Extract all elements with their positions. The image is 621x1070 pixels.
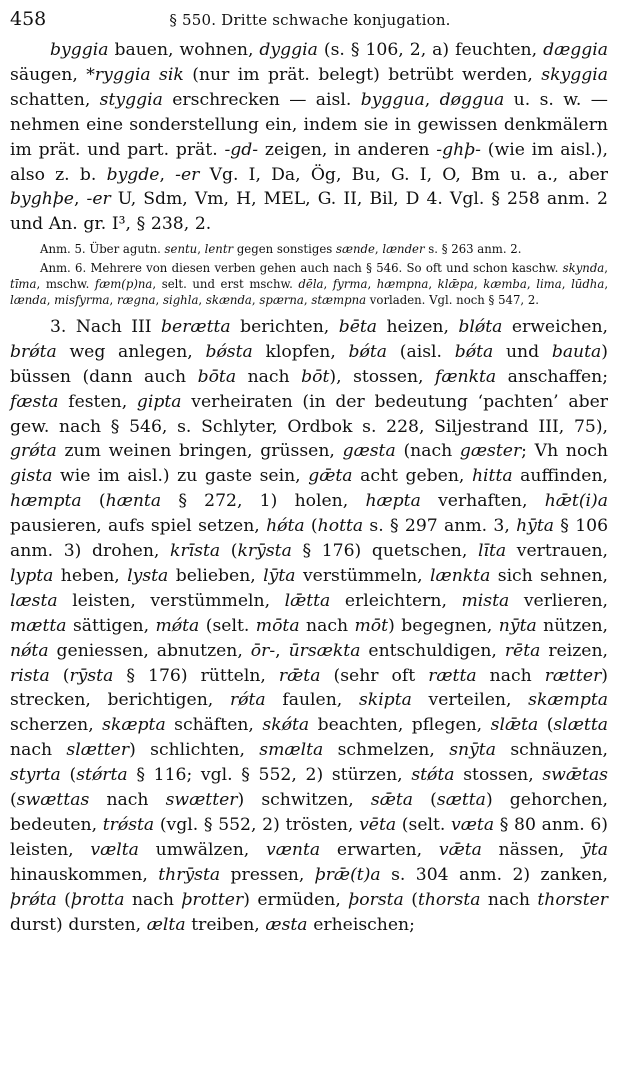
paragraph-verb-list: [10, 38, 608, 237]
text-run: Vg. I, Da, Ög, Bu, G. I, O, Bm u. a., aber: [199, 164, 608, 185]
text-run: (: [81, 491, 106, 512]
text-run: erheischen;: [307, 914, 415, 935]
footnote-anm-6: [10, 260, 608, 309]
italic-term: þorsta: [348, 889, 404, 910]
text-run: (selt.: [396, 815, 452, 835]
text-run: festen,: [58, 391, 137, 412]
text-run: weg anlegen,: [56, 341, 206, 362]
text-run: (selt.: [199, 615, 256, 636]
italic-term: bǿta: [454, 341, 494, 362]
italic-term: gipta: [136, 391, 182, 412]
italic-term: gǣta: [308, 466, 353, 487]
text-run: verstümmeln,: [295, 565, 431, 586]
text-run: ,: [303, 293, 312, 308]
text-run: nach: [236, 366, 302, 387]
italic-term: ryggia sik: [94, 64, 184, 85]
italic-term: byggua: [360, 89, 425, 110]
italic-term: vælta: [90, 839, 139, 860]
italic-term: ælta: [146, 914, 186, 935]
italic-term: hæmpta: [10, 491, 82, 512]
text-run: ,: [604, 260, 608, 275]
italic-term: lǣtta: [284, 590, 331, 611]
text-run: nach: [476, 665, 545, 686]
italic-term: -ghþ-: [436, 139, 481, 160]
italic-term: mǿta: [155, 615, 200, 636]
italic-term: lænda: [10, 293, 47, 308]
text-run: ,: [428, 277, 438, 292]
text-run: sättigen,: [66, 615, 156, 636]
italic-term: lypta: [10, 565, 54, 586]
italic-term: blǿta: [458, 316, 503, 337]
italic-term: rætter: [544, 665, 602, 686]
text-run: nach: [124, 889, 182, 910]
italic-term: bǿsta: [205, 341, 253, 362]
text-run: § 272, 1) holen,: [161, 491, 366, 512]
text-run: erschrecken — aisl.: [162, 89, 361, 110]
italic-term: līta: [477, 541, 507, 562]
text-run: gegen sonstiges: [233, 242, 336, 257]
italic-term: skæpta: [102, 715, 166, 736]
text-run: § 176) quetschen,: [291, 541, 478, 562]
italic-term: lima: [536, 277, 562, 292]
text-run: durst) dursten,: [10, 914, 147, 935]
italic-term: lysta: [127, 565, 169, 586]
italic-term: nǿta: [10, 640, 49, 661]
italic-term: þrotta: [70, 889, 125, 910]
italic-term: sǣta: [370, 790, 414, 811]
italic-term: þrǣ(t)a: [314, 864, 381, 885]
italic-term: hotta: [317, 516, 364, 537]
text-run: umwälzen,: [138, 839, 267, 860]
italic-term: rȳsta: [69, 665, 114, 686]
text-run: nach: [299, 615, 355, 636]
text-run: (s. § 106, 2, a) feuchten,: [317, 40, 544, 60]
italic-term: hænta: [105, 491, 162, 512]
italic-term: ōr-: [250, 640, 276, 661]
text-run: verheiraten (in der bedeutung ‘pachten’ aber gew. nach § 546, s. Schlyter, Ordbok s. 228, Siljestrand III, 75),: [10, 391, 608, 437]
text-run: ,: [323, 277, 333, 292]
text-run: 3. Nach III: [50, 316, 162, 337]
italic-term: bēta: [338, 316, 378, 337]
text-run: vorladen. Vgl. noch § 547, 2.: [366, 293, 539, 308]
text-run: ,: [526, 277, 537, 292]
italic-term: tīma: [10, 277, 37, 292]
text-run: (aisl.: [387, 341, 455, 362]
text-run: ,: [275, 640, 289, 661]
text-run: ,: [424, 89, 440, 110]
italic-term: sænde: [335, 242, 375, 257]
text-run: treiben,: [185, 914, 266, 935]
text-run: (: [60, 765, 77, 786]
text-run: säugen, *: [10, 64, 95, 85]
italic-term: døggua: [439, 89, 505, 110]
text-run: leisten, verstümmeln,: [57, 590, 285, 611]
text-run: (nur im prät. belegt) betrübt werden,: [183, 64, 542, 85]
text-run: ,: [109, 293, 117, 308]
text-run: stossen,: [454, 765, 543, 786]
italic-term: -er: [175, 164, 200, 185]
text-run: Anm. 6. Mehrere von diesen verben gehen auch nach § 546. So oft und schon kaschw.: [40, 260, 563, 275]
text-run: ) schlichten,: [129, 740, 260, 761]
italic-term: hǿta: [266, 516, 305, 537]
italic-term: snȳta: [449, 740, 496, 761]
italic-term: thorster: [537, 889, 609, 910]
text-run: beachten, pflegen,: [309, 715, 491, 736]
italic-term: hæpta: [365, 491, 421, 512]
text-run: entschuldigen,: [360, 640, 505, 661]
text-run: auffinden,: [512, 466, 608, 487]
text-run: nach: [480, 889, 538, 910]
italic-term: þrǿta: [10, 889, 57, 910]
text-run: heben,: [53, 565, 128, 586]
italic-term: skyggia: [541, 64, 608, 85]
italic-term: rǿta: [229, 690, 266, 711]
italic-term: gæster: [459, 441, 522, 462]
italic-term: dyggia: [259, 40, 318, 60]
text-run: u. s. w. — nehmen eine sonderstellung ein, indem sie in gewissen denkmälern im prät. und part. prät.: [10, 89, 608, 160]
text-run: klopfen,: [252, 341, 349, 362]
italic-term: rægna: [116, 293, 156, 308]
text-run: ,: [251, 293, 260, 308]
text-run: ,: [198, 293, 206, 308]
italic-term: spærna: [259, 293, 304, 308]
text-run: (: [413, 790, 437, 811]
italic-term: -er: [86, 189, 111, 210]
text-run: vertrauen,: [506, 541, 609, 562]
text-run: schnäuzen,: [495, 740, 608, 761]
italic-term: þrotter: [181, 889, 244, 910]
text-run: (: [56, 889, 71, 910]
text-run: § 80 anm. 6) leisten,: [10, 815, 608, 860]
italic-term: skænda: [205, 293, 252, 308]
italic-term: fæsta: [10, 391, 59, 412]
italic-term: hitta: [471, 466, 513, 487]
text-run: erwarten,: [320, 839, 439, 860]
text-run: ) strecken, berichtigen,: [10, 665, 609, 711]
italic-term: swættas: [16, 790, 90, 811]
italic-term: krȳsta: [237, 541, 292, 562]
italic-term: læsta: [10, 590, 58, 611]
text-run: anschaffen;: [496, 366, 608, 387]
italic-term: bauta: [551, 341, 602, 362]
italic-term: slǣta: [490, 715, 539, 736]
text-run: ,: [604, 277, 609, 292]
text-run: (: [10, 790, 17, 811]
text-run: (vgl. § 552, 2) trösten,: [154, 815, 360, 835]
italic-term: hæmpna: [376, 277, 429, 292]
text-run: § 176) rütteln,: [113, 665, 279, 686]
text-run: und: [493, 341, 552, 362]
page-number: 458: [10, 8, 47, 30]
italic-term: slætta: [553, 715, 608, 736]
text-run: verteilen,: [411, 690, 529, 711]
text-run: acht geben,: [352, 466, 472, 487]
text-run: (nach: [395, 441, 460, 462]
text-run: , selt. und erst mschw.: [152, 277, 299, 292]
italic-term: slætter: [66, 740, 130, 761]
italic-term: fæm(p)na: [94, 277, 153, 292]
italic-term: stǿta: [411, 765, 455, 786]
italic-term: bygde: [106, 164, 160, 185]
italic-term: swǣtas: [542, 765, 609, 786]
text-run: pausieren, aufs spiel setzen,: [10, 516, 267, 537]
italic-term: skynda: [562, 260, 605, 275]
italic-term: skǿta: [262, 715, 310, 736]
italic-term: trǿsta: [102, 815, 155, 835]
italic-term: hȳta: [516, 516, 555, 537]
text-run: ,: [73, 189, 87, 210]
text-run: hinauskommen,: [10, 864, 159, 885]
text-run: zum weinen bringen, grüssen,: [56, 441, 343, 462]
italic-term: lænkta: [430, 565, 491, 586]
italic-term: grǿta: [10, 441, 57, 462]
text-run: verhaften,: [420, 491, 545, 512]
italic-term: bōta: [197, 366, 237, 387]
text-run: ) büssen (dann auch: [10, 341, 609, 387]
text-run: verlieren,: [509, 590, 608, 611]
italic-term: lentr: [204, 242, 234, 257]
italic-term: vænta: [266, 839, 321, 860]
italic-term: lūdha: [571, 277, 605, 292]
italic-term: rætta: [428, 665, 477, 686]
text-run: (: [49, 665, 70, 686]
italic-term: smælta: [259, 740, 324, 761]
text-run: U, Sdm, Vm, H, MEL, G. II, Bil, D 4. Vgl. § 258 anm. 2 und An. gr. I³, § 238, 2.: [10, 189, 608, 235]
text-run: , mschw.: [36, 277, 95, 292]
text-run: § 116; vgl. § 552, 2) stürzen,: [127, 765, 412, 786]
italic-term: berætta: [161, 316, 231, 337]
text-run: (sehr oft: [320, 665, 429, 686]
italic-term: kæmba: [483, 277, 527, 292]
text-run: Anm. 5. Über agutn.: [40, 242, 165, 257]
text-run: § 106 anm. 3) drohen,: [10, 516, 609, 562]
text-run: s. 304 anm. 2) zanken,: [380, 864, 609, 885]
text-run: ,: [155, 293, 163, 308]
text-run: ) begegnen,: [388, 615, 499, 636]
italic-term: -gd-: [224, 139, 259, 160]
text-run: ,: [46, 293, 55, 308]
text-run: ) gehorchen, bedeuten,: [10, 790, 608, 835]
text-run: reizen,: [540, 640, 608, 661]
italic-term: fyrma: [332, 277, 368, 292]
footnote-anm-5: [10, 241, 608, 257]
text-run: s. § 263 anm. 2.: [424, 242, 522, 257]
italic-term: lænder: [382, 242, 425, 257]
italic-term: klǣpa: [437, 277, 474, 292]
italic-term: mōt: [354, 615, 389, 636]
italic-term: hǣt(i)a: [544, 491, 608, 512]
italic-term: krīsta: [170, 541, 221, 562]
text-run: belieben,: [168, 565, 264, 586]
text-run: heizen,: [377, 316, 459, 337]
text-run: (: [304, 516, 318, 537]
italic-term: ūrsækta: [288, 640, 361, 661]
text-run: s. § 297 anm. 3,: [363, 516, 517, 537]
text-run: schäften,: [165, 715, 263, 736]
italic-term: dēla: [298, 277, 324, 292]
text-run: ,: [561, 277, 572, 292]
text-run: wie im aisl.) zu gaste sein,: [52, 466, 309, 487]
text-run: ) schwitzen,: [237, 790, 371, 811]
text-run: nützen,: [536, 615, 608, 636]
italic-term: mista: [461, 590, 510, 611]
text-run: ,: [367, 277, 377, 292]
italic-term: væta: [451, 815, 495, 835]
italic-term: sætta: [436, 790, 486, 811]
text-run: ,: [197, 242, 205, 257]
italic-term: gæsta: [342, 441, 396, 462]
italic-term: bōt: [301, 366, 330, 387]
italic-term: byggia: [50, 40, 109, 60]
italic-term: brǿta: [10, 341, 57, 362]
text-run: ), stossen,: [329, 366, 435, 387]
text-run: (wie im aisl.), also z. b.: [10, 139, 608, 185]
italic-term: ȳta: [581, 839, 608, 860]
italic-term: styrta: [10, 765, 61, 786]
italic-term: lȳta: [263, 565, 296, 586]
italic-term: skipta: [358, 690, 412, 711]
italic-term: styggia: [99, 89, 163, 110]
text-run: nach: [10, 740, 67, 761]
text-run: pressen,: [220, 864, 315, 885]
italic-term: bǿta: [348, 341, 388, 362]
text-run: schatten,: [10, 89, 100, 110]
italic-term: rǣta: [278, 665, 321, 686]
italic-term: gista: [10, 466, 53, 487]
italic-term: thrȳsta: [158, 864, 221, 885]
text-run: nach: [89, 790, 166, 811]
text-run: faulen,: [265, 690, 359, 711]
italic-term: rēta: [504, 640, 541, 661]
italic-term: skæmpta: [528, 690, 608, 711]
italic-term: dæggia: [543, 40, 608, 60]
italic-term: stæmpna: [311, 293, 367, 308]
italic-term: vēta: [359, 815, 397, 835]
text-run: zeigen, in anderen: [258, 139, 437, 160]
italic-term: nȳta: [498, 615, 537, 636]
text-run: ,: [473, 277, 484, 292]
text-run: erleichtern,: [330, 590, 462, 611]
italic-term: mōta: [255, 615, 300, 636]
italic-term: fænkta: [435, 366, 497, 387]
italic-term: æsta: [265, 914, 308, 935]
text-run: ) ermüden,: [243, 889, 349, 910]
running-head: § 550. Dritte schwache konjugation.: [169, 11, 451, 29]
text-run: ,: [374, 242, 383, 257]
italic-term: sentu: [164, 242, 198, 257]
text-run: (: [220, 541, 238, 562]
text-run: ; Vh noch: [521, 441, 608, 462]
text-run: erweichen,: [502, 316, 608, 337]
text-run: nässen,: [481, 839, 582, 860]
text-run: geniessen, abnutzen,: [48, 640, 251, 661]
text-run: berichten,: [230, 316, 339, 337]
italic-term: swætter: [165, 790, 238, 811]
text-run: bauen, wohnen,: [108, 40, 260, 60]
italic-term: vǣta: [438, 839, 482, 860]
italic-term: byghþe: [10, 189, 74, 210]
italic-term: sighla: [162, 293, 199, 308]
text-run: scherzen,: [10, 715, 103, 736]
text-run: (: [538, 715, 554, 736]
text-run: schmelzen,: [323, 740, 450, 761]
italic-term: thorsta: [417, 889, 481, 910]
page-header: [10, 6, 610, 32]
text-run: ,: [159, 164, 176, 185]
italic-term: mætta: [10, 615, 67, 636]
text-run: (: [403, 889, 418, 910]
italic-term: rista: [10, 665, 50, 686]
italic-term: stǿrta: [76, 765, 128, 786]
page-body: [10, 38, 608, 938]
italic-term: misfyrma: [54, 293, 110, 308]
paragraph-section-3: [10, 315, 608, 938]
text-run: sich sehnen,: [490, 565, 608, 586]
